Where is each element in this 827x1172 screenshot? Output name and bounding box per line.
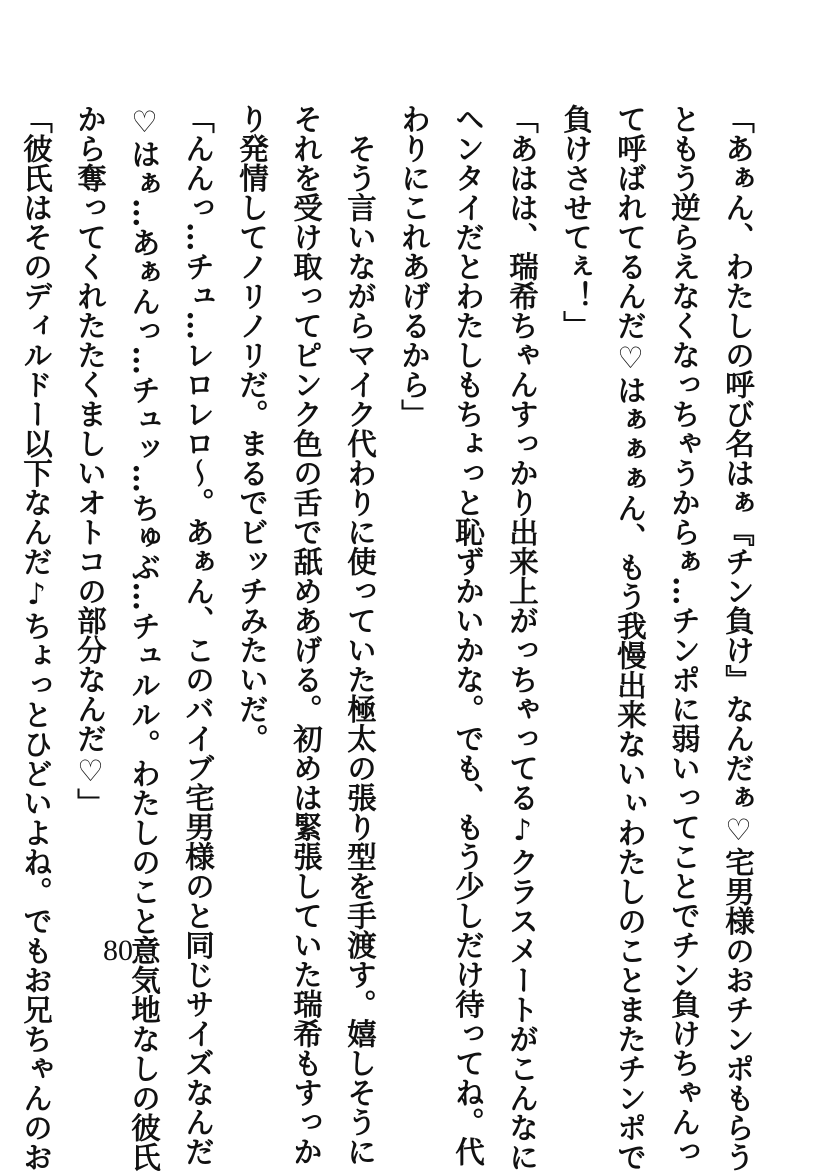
page-number: 80: [103, 934, 133, 967]
text-line: 負けさせてぇ！」: [559, 104, 594, 340]
text-line: それを受け取ってピンク色の舌で舐めあげる。初めは緊張していた瑞希もすっか: [289, 104, 324, 1166]
text-line: て呼ばれてるんだ♡はぁぁぁん、もう我慢出来ないぃわたしのことまたチンポで: [613, 104, 648, 1172]
text-line: ♡はぁ…あぁんっ…チュッ…ちゅぶ…チュルル。わたしのこと意気地なしの彼氏: [127, 104, 162, 1172]
text-line: [0, 104, 9, 1114]
text-line: 「あはは、瑞希ちゃんすっかり出来上がっちゃってる♪クラスメートがこんなに: [505, 104, 540, 1172]
text-line: り発情してノリノリだ。まるでビッチみたいだ。: [235, 104, 270, 753]
text-line: から奪ってくれたたくましいオトコの部分なんだ♡」: [73, 104, 108, 818]
text-line: 「あぁん、わたしの呼び名はぁ『チン負け』なんだぁ♡宅男様のおチンポもらう: [721, 104, 756, 1172]
text-line: わりにこれあげるから」: [397, 104, 432, 429]
text-line: ともう逆らえなくなっちゃうからぁ…チンポに弱いってことでチン負けちゃんっ: [667, 104, 702, 1166]
vertical-text-body: [19, 104, 765, 1172]
text-line: 「んんっ…チュ…レロレロ～。あぁん、このバイブ宅男様のと同じサイズなんだ: [181, 104, 216, 1166]
text-line: 「彼氏はそのディルドー以下なんだ♪ちょっとひどいよね。でもお兄ちゃんのお: [19, 104, 54, 1172]
text-line: そう言いながらマイク代わりに使っていた極太の張り型を手渡す。嬉しそうに: [343, 104, 378, 1166]
text-line: ヘンタイだとわたしもちょっと恥ずかいかな。でも、もう少しだけ待ってね。代: [451, 104, 486, 1166]
